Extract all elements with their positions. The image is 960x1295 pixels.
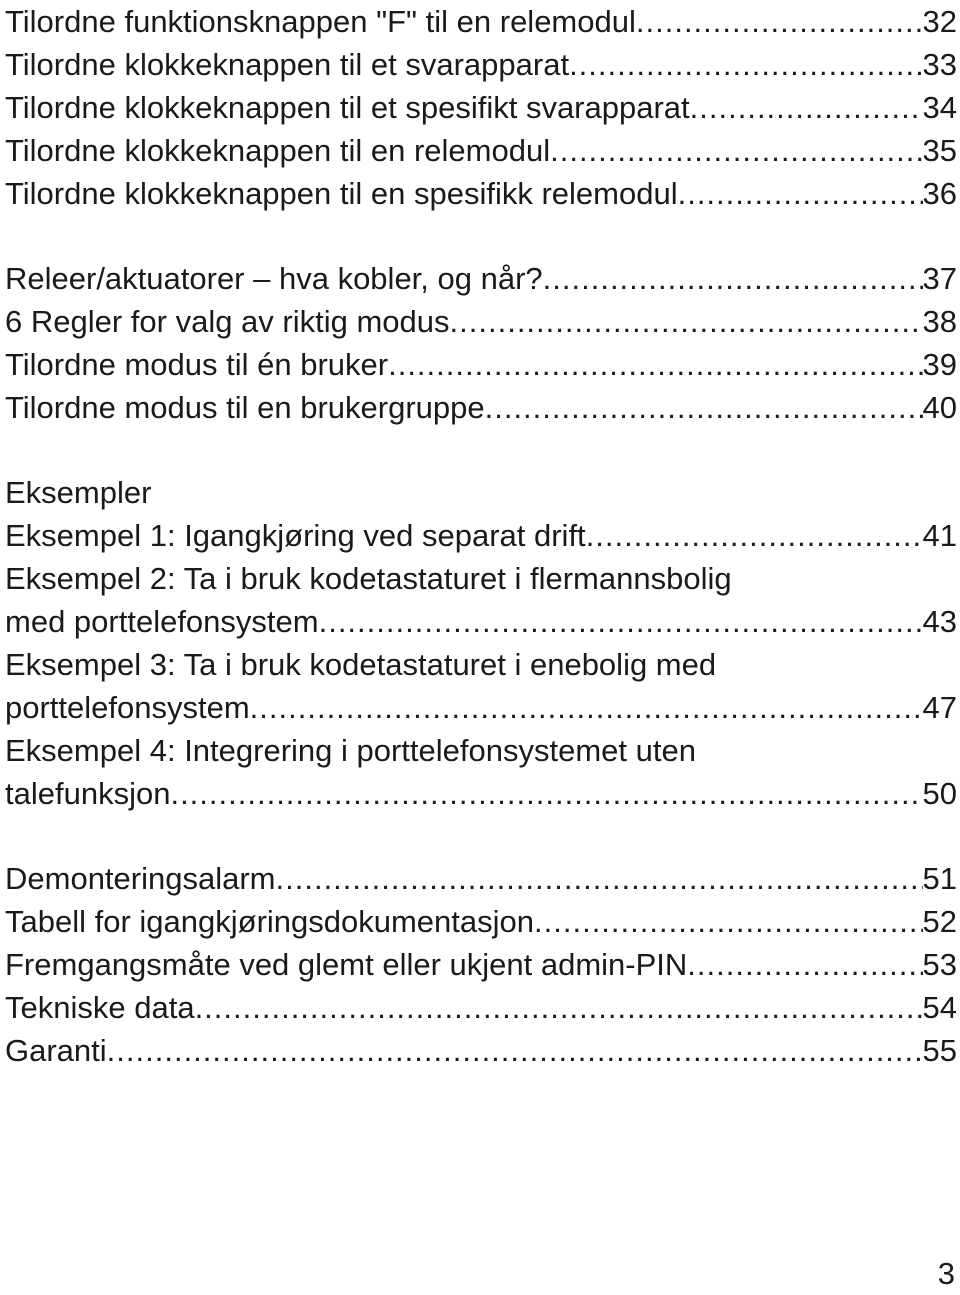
- toc-entry-title: talefunksjon: [5, 776, 171, 811]
- toc-entry[interactable]: [5, 257, 957, 300]
- dot-leader: [678, 172, 923, 215]
- toc-entry-title: 6 Regler for valg av riktig modus: [5, 304, 450, 339]
- dot-leader: [636, 0, 923, 43]
- toc-entry-title: Releer/aktuatorer – hva kobler, og når?: [5, 261, 543, 296]
- section-spacer: [5, 815, 957, 857]
- dot-leader: [319, 600, 923, 643]
- toc-entry[interactable]: [5, 129, 957, 172]
- toc-entry[interactable]: [5, 600, 957, 643]
- dot-leader: [534, 900, 923, 943]
- toc-entry[interactable]: [5, 857, 957, 900]
- dot-leader: [690, 86, 923, 129]
- toc-entry[interactable]: [5, 772, 957, 815]
- toc-entry-title: Garanti: [5, 1033, 107, 1068]
- dot-leader: [107, 1029, 923, 1072]
- toc-entry[interactable]: [5, 386, 957, 429]
- toc-entry-title: Tilordne funktionsknappen "F" til en relemodul: [5, 4, 636, 39]
- toc-entry-title: porttelefonsystem: [5, 690, 250, 725]
- toc-entry-title: med porttelefonsystem: [5, 604, 319, 639]
- dot-leader: [388, 343, 922, 386]
- section-spacer: [5, 215, 957, 257]
- toc-entry-page: 43: [922, 604, 957, 639]
- toc-entry[interactable]: [5, 943, 957, 986]
- dot-leader: [543, 257, 923, 300]
- toc-entry-title: Tilordne modus til en brukergruppe: [5, 390, 485, 425]
- toc-entry[interactable]: [5, 686, 957, 729]
- toc-entry-page: 51: [922, 861, 957, 896]
- toc-entry-title-lead[interactable]: Eksempel 4: Integrering i porttelefonsystemet uten: [5, 733, 696, 768]
- toc-entry-title: Tilordne klokkeknappen til et spesifikt svarapparat: [5, 90, 690, 125]
- toc-entry-title: Eksempel 1: Igangkjøring ved separat drift: [5, 518, 586, 553]
- toc-entry-page: 52: [922, 904, 957, 939]
- toc-entry-page: 53: [922, 947, 957, 982]
- toc-entry-title-lead[interactable]: Eksempel 2: Ta i bruk kodetastaturet i flermannsbolig: [5, 561, 732, 596]
- toc-entry-title: Tekniske data: [5, 990, 195, 1025]
- toc-entry-title: Fremgangsmåte ved glemt eller ukjent admin-PIN: [5, 947, 688, 982]
- toc-entry-title: Tilordne klokkeknappen til en relemodul: [5, 133, 551, 168]
- toc-entry-page: 34: [922, 90, 957, 125]
- toc-entry-page: 37: [922, 261, 957, 296]
- page-number: 3: [937, 1256, 955, 1291]
- toc-entry-page: 32: [922, 4, 957, 39]
- toc-entry-page: 41: [922, 518, 957, 553]
- toc-entry-page: 35: [922, 133, 957, 168]
- toc-entry[interactable]: [5, 900, 957, 943]
- toc-section: [5, 857, 957, 1072]
- dot-leader: [586, 514, 923, 557]
- toc-entry[interactable]: [5, 343, 957, 386]
- dot-leader: [687, 943, 922, 986]
- toc-entry-title: Tilordne modus til én bruker: [5, 347, 389, 382]
- toc-entry-title: Tilordne klokkeknappen til et svarapparat: [5, 47, 570, 82]
- toc-entry-page: 39: [922, 347, 957, 382]
- toc-entry[interactable]: [5, 43, 957, 86]
- toc-entry-page: 54: [922, 990, 957, 1025]
- toc-entry[interactable]: [5, 986, 957, 1029]
- toc-section: [5, 471, 957, 815]
- toc-entry-page: 38: [922, 304, 957, 339]
- dot-leader: [250, 686, 923, 729]
- toc-entry-page: 33: [922, 47, 957, 82]
- toc-entry-page: 40: [922, 390, 957, 425]
- dot-leader: [276, 857, 923, 900]
- toc-entry[interactable]: [5, 300, 957, 343]
- toc-entry-page: 36: [922, 176, 957, 211]
- toc-entry[interactable]: [5, 172, 957, 215]
- dot-leader: [569, 43, 922, 86]
- toc-entry-title-lead[interactable]: Eksempel 3: Ta i bruk kodetastaturet i enebolig med: [5, 647, 717, 682]
- toc-section: [5, 257, 957, 429]
- toc-entry-page: 47: [922, 690, 957, 725]
- toc-entry[interactable]: [5, 514, 957, 557]
- toc-entry-title: Demonteringsalarm: [5, 861, 276, 896]
- section-spacer: [5, 429, 957, 471]
- dot-leader: [550, 129, 922, 172]
- toc-entry-title: Tilordne klokkeknappen til en spesifikk relemodul: [5, 176, 678, 211]
- table-of-contents: [5, 0, 957, 1072]
- section-heading: Eksempler: [5, 475, 152, 510]
- dot-leader: [485, 386, 923, 429]
- dot-leader: [450, 300, 923, 343]
- dot-leader: [195, 986, 923, 1029]
- toc-entry-title: Tabell for igangkjøringsdokumentasjon: [5, 904, 535, 939]
- toc-entry-page: 55: [922, 1033, 957, 1068]
- dot-leader: [170, 772, 922, 815]
- toc-entry[interactable]: [5, 86, 957, 129]
- toc-entry-page: 50: [922, 776, 957, 811]
- toc-section: [5, 0, 957, 215]
- toc-entry[interactable]: [5, 1029, 957, 1072]
- toc-entry[interactable]: [5, 0, 957, 43]
